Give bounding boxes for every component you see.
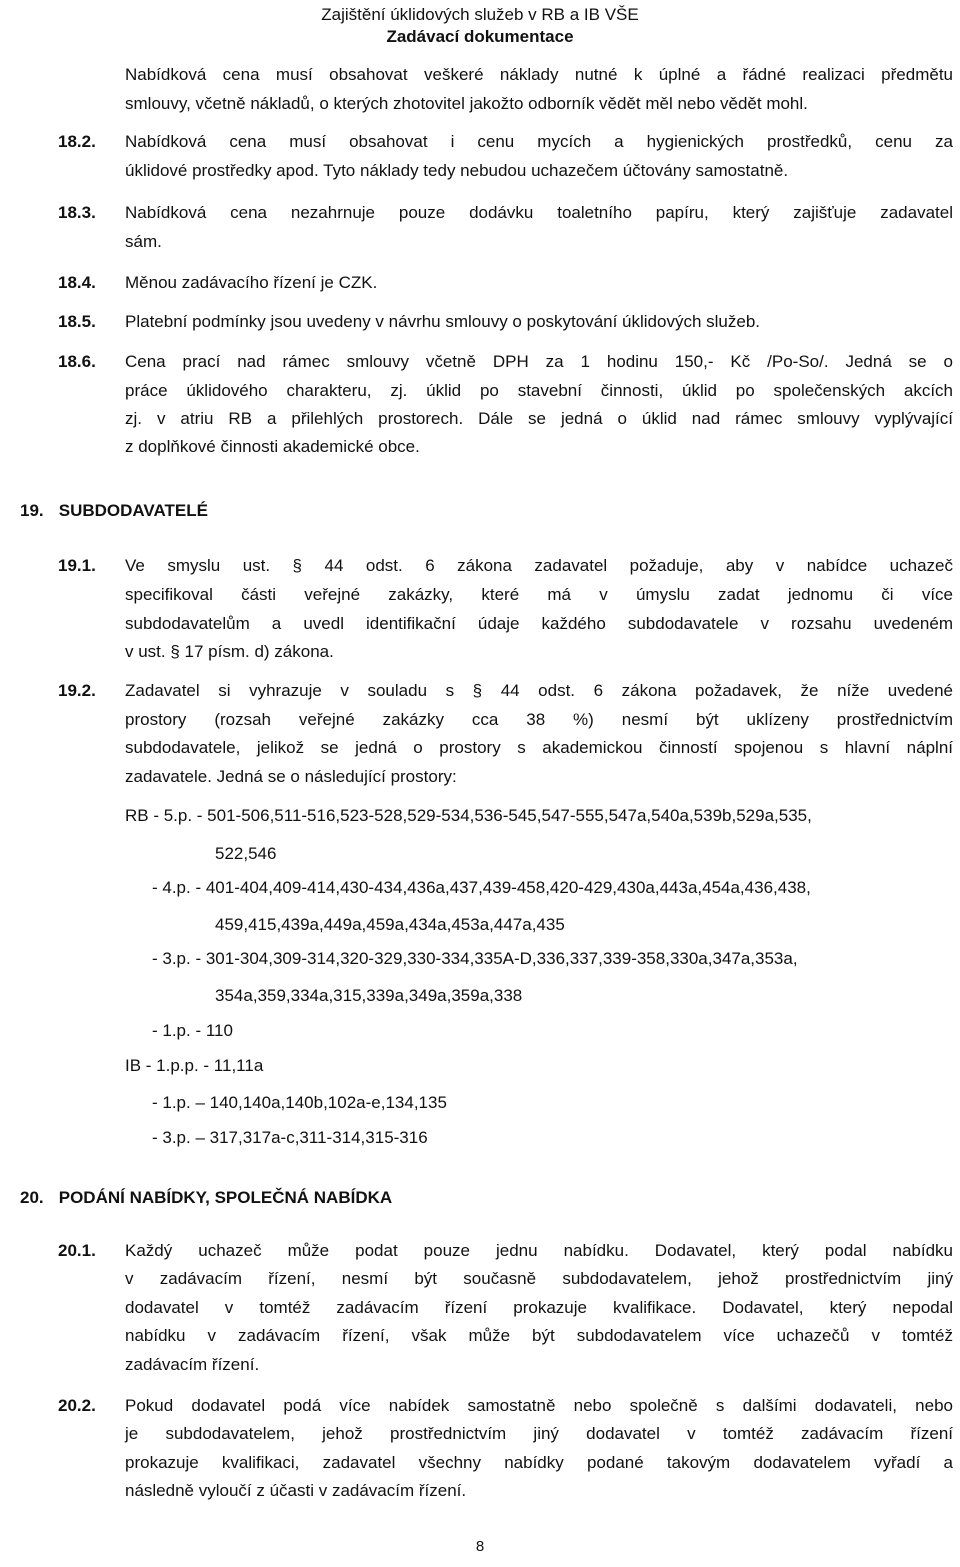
- room-list-line: - 1.p. - 110: [152, 1021, 233, 1040]
- section-heading: [20, 1187, 392, 1209]
- clause-number: 20.1.: [58, 1241, 96, 1260]
- paragraph-line: Ve smyslu ust. § 44 odst. 6 zákona zadavatel požaduje, aby v nabídce uchazeč: [125, 556, 953, 575]
- section-title: PODÁNÍ NABÍDKY, SPOLEČNÁ NABÍDKA: [58, 1188, 393, 1207]
- paragraph-line: prostory (rozsah veřejné zakázky cca 38 %) nesmí být uklízeny prostřednictvím: [125, 710, 953, 729]
- section-number: 19.: [20, 501, 44, 520]
- paragraph-line: subdodavatele, jelikož se jedná o prostory s akademickou činností spojenou s hlavní náplní: [125, 738, 953, 757]
- paragraph-line: Nabídková cena musí obsahovat veškeré náklady nutné k úplné a řádné realizaci předmětu: [125, 65, 953, 84]
- paragraph-line: nabídku v zadávacím řízení, však může být subdodavatelem více uchazečů v tomtéž: [125, 1326, 953, 1345]
- clause-number: 19.2.: [58, 681, 96, 700]
- room-list-line: 354a,359,334a,315,339a,349a,359a,338: [215, 986, 523, 1005]
- clause-number: 18.2.: [58, 132, 96, 151]
- paragraph-line: prokazuje kvalifikaci, zadavatel všechny nabídky podané takovým dodavatelem vyřadí a: [125, 1453, 953, 1472]
- paragraph-line: je subdodavatelem, jehož prostřednictvím jiný dodavatel v tomtéž zadávacím řízení: [125, 1424, 953, 1443]
- room-list-line: 522,546: [215, 844, 277, 863]
- paragraph-line: úklidové prostředky apod. Tyto náklady tedy nebudou uchazečem účtovány samostatně.: [125, 161, 789, 180]
- paragraph-line: subdodavatelům a uvedl identifikační údaje každého subdodavatele v rozsahu uvedeném: [125, 614, 953, 633]
- paragraph-line: Pokud dodavatel podá více nabídek samostatně nebo společně s dalšími dodavateli, nebo: [125, 1396, 953, 1415]
- room-list-line: - 3.p. – 317,317a-c,311-314,315-316: [152, 1128, 428, 1147]
- paragraph-line: Zadavatel si vyhrazuje v souladu s § 44 odst. 6 zákona požadavek, že níže uvedené: [125, 681, 953, 700]
- paragraph-line: zj. v atriu RB a přilehlých prostorech. Dále se jedná o úklid nad rámec smlouvy vyplývající: [125, 409, 953, 428]
- paragraph-line: práce úklidového charakteru, zj. úklid po stavební činnosti, úklid po společenských akcích: [125, 381, 953, 400]
- room-list-line: - 3.p. - 301-304,309-314,320-329,330-334,335A-D,336,337,339-358,330a,347a,353a,: [152, 949, 798, 968]
- paragraph-line: smlouvy, včetně nákladů, o kterých zhotovitel jakožto odborník vědět měl nebo vědět mohl.: [125, 94, 808, 113]
- paragraph-line: v ust. § 17 písm. d) zákona.: [125, 642, 334, 661]
- room-list-line: - 4.p. - 401-404,409-414,430-434,436a,437,439-458,420-429,430a,443a,454a,436,438,: [152, 878, 811, 897]
- paragraph-line: specifikoval části veřejné zakázky, které má v úmyslu zadat jednomu či více: [125, 585, 953, 604]
- paragraph-line: Nabídková cena nezahrnuje pouze dodávku toaletního papíru, který zajišťuje zadavatel: [125, 203, 953, 222]
- section-title: SUBDODAVATELÉ: [58, 501, 208, 520]
- room-list-line: - 1.p. – 140,140a,140b,102a-e,134,135: [152, 1093, 447, 1112]
- paragraph-line: zadavatele. Jedná se o následující prostory:: [125, 767, 457, 786]
- clause-number: 18.4.: [58, 273, 96, 292]
- paragraph-line: z doplňkové činnosti akademické obce.: [125, 437, 420, 456]
- paragraph-line: sám.: [125, 232, 162, 251]
- section-number: 20.: [20, 1188, 44, 1207]
- paragraph-line: následně vyloučí z účasti v zadávacím řízení.: [125, 1481, 467, 1500]
- clause-number: 18.3.: [58, 203, 96, 222]
- clause-number: 20.2.: [58, 1396, 96, 1415]
- clause-number: 18.6.: [58, 352, 96, 371]
- paragraph-line: v zadávacím řízení, nesmí být současně subdodavatelem, jehož prostřednictvím jiný: [125, 1269, 953, 1288]
- section-heading: [20, 500, 208, 522]
- paragraph-line: zadávacím řízení.: [125, 1355, 260, 1374]
- page-header: [0, 4, 960, 48]
- document-subtitle: Zadávací dokumentace: [386, 27, 574, 46]
- paragraph-line: Platební podmínky jsou uvedeny v návrhu smlouvy o poskytování úklidových služeb.: [125, 312, 761, 331]
- paragraph-line: Měnou zadávacího řízení je CZK.: [125, 273, 378, 292]
- clause-number: 19.1.: [58, 556, 96, 575]
- room-list-line: 459,415,439a,449a,459a,434a,453a,447a,435: [215, 915, 565, 934]
- paragraph-line: dodavatel v tomtéž zadávacím řízení prokazuje kvalifikace. Dodavatel, který nepodal: [125, 1298, 953, 1317]
- paragraph-line: Nabídková cena musí obsahovat i cenu mycích a hygienických prostředků, cenu za: [125, 132, 953, 151]
- clause-number: 18.5.: [58, 312, 96, 331]
- document-title: Zajištění úklidových služeb v RB a IB VŠE: [321, 5, 639, 24]
- room-list-line: RB - 5.p. - 501-506,511-516,523-528,529-534,536-545,547-555,547a,540a,539b,529a,535,: [125, 806, 812, 825]
- paragraph-line: Každý uchazeč může podat pouze jednu nabídku. Dodavatel, který podal nabídku: [125, 1241, 953, 1260]
- room-list-line: IB - 1.p.p. - 11,11a: [125, 1056, 264, 1075]
- page-number: 8: [475, 1538, 485, 1555]
- paragraph-line: Cena prací nad rámec smlouvy včetně DPH za 1 hodinu 150,- Kč /Po-So/. Jedná se o: [125, 352, 953, 371]
